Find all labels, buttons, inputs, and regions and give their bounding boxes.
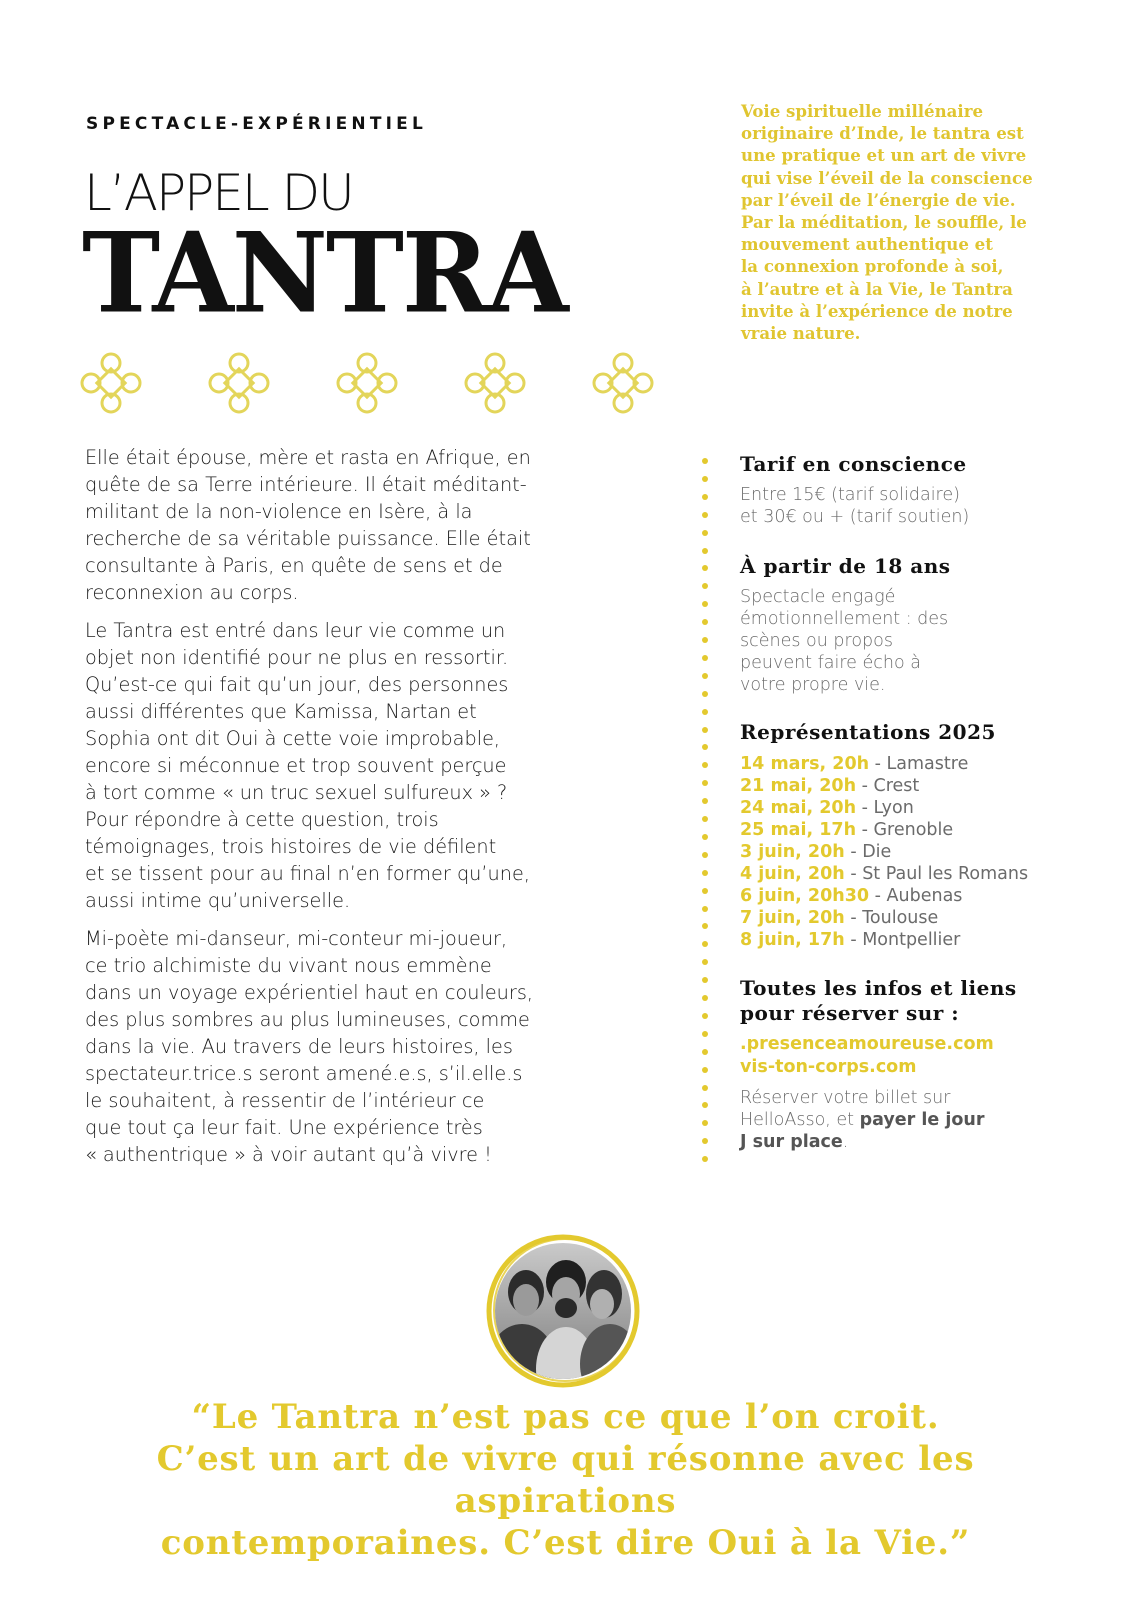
tarif-heading: Tarif en conscience	[740, 452, 967, 476]
divider-dot	[702, 565, 708, 571]
divider-dot	[702, 494, 708, 500]
rep-date: 21 mai, 20h	[740, 776, 857, 796]
rep-place: - St Paul les Romans	[844, 864, 1029, 884]
tarif-line: Entre 15€ (tarif solidaire)	[740, 485, 960, 505]
rep-place: - Lamastre	[869, 754, 969, 774]
divider-dot	[702, 798, 708, 804]
reserve-line: Réserver votre billet sur	[740, 1088, 951, 1108]
divider-dot	[702, 816, 708, 822]
divider-dot	[702, 995, 708, 1001]
body-line: témoignages, trois histoires de vie défilent	[85, 835, 497, 858]
divider-dot	[702, 762, 708, 768]
knot-ornament-icon	[206, 350, 272, 416]
knot-ornament-icon	[334, 350, 400, 416]
body-line: des plus sombres au plus lumineuses, comme	[85, 1008, 530, 1031]
divider-dot	[702, 619, 708, 625]
body-line: dans la vie. Au travers de leurs histoires, les	[85, 1035, 513, 1058]
representation-row	[740, 841, 1110, 863]
divider-dot	[702, 941, 708, 947]
body-paragraph-1	[85, 444, 665, 606]
divider-dot	[702, 1156, 708, 1162]
representation-row	[740, 797, 1110, 819]
divider-dot	[702, 1067, 708, 1073]
divider-dot	[702, 601, 708, 607]
body-line: ce trio alchimiste du vivant nous emmène	[85, 954, 492, 977]
divider-dot	[702, 458, 708, 464]
divider-dot	[702, 1102, 708, 1108]
website-link-vis-ton-corps[interactable]: vis-ton-corps.com	[740, 1057, 917, 1077]
quote-line: “Le Tantra n’est pas ce que l’on croit.	[191, 1397, 940, 1437]
representation-row	[740, 819, 1110, 841]
divider-dot	[702, 709, 708, 715]
body-line: quête de sa Terre intérieure. Il était méditant-	[85, 473, 527, 496]
info-heading-line: Toutes les infos et liens	[740, 976, 1017, 1000]
knot-ornament-icon	[462, 350, 528, 416]
body-line: reconnexion au corps.	[85, 581, 299, 604]
rep-place: - Crest	[856, 776, 920, 796]
intro-text	[741, 100, 1071, 344]
divider-dot	[702, 1013, 708, 1019]
reserve-text-part: HelloAsso, et	[740, 1110, 860, 1130]
body-line: que tout ça leur fait. Une expérience très	[85, 1116, 483, 1139]
age-text	[740, 586, 1110, 696]
tarif-text	[740, 484, 1110, 528]
divider-dot	[702, 852, 708, 858]
body-line: Pour répondre à cette question, trois	[85, 808, 439, 831]
intro-line: mouvement authentique et	[741, 234, 993, 255]
rep-place: - Montpellier	[844, 930, 961, 950]
body-line: Sophia ont dit Oui à cette voie improbable,	[85, 727, 501, 750]
body-line: « authentrique » à voir autant qu’à vivre !	[85, 1143, 492, 1166]
representation-row	[740, 863, 1110, 885]
quote-line: contemporaines. C’est dire Oui à la Vie.”	[160, 1523, 971, 1563]
body-line: consultante à Paris, en quête de sens et de	[85, 554, 503, 577]
divider-dot	[702, 548, 708, 554]
rep-date: 4 juin, 20h	[740, 864, 845, 884]
body-line: Le Tantra est entré dans leur vie comme un	[85, 619, 506, 642]
rep-date: 6 juin, 20h30	[740, 886, 870, 906]
closing-quote	[40, 1396, 1091, 1564]
rep-date: 25 mai, 17h	[740, 820, 857, 840]
age-line: émotionnellement : des	[740, 609, 949, 629]
rep-place: - Aubenas	[869, 886, 963, 906]
body-line: le souhaitent, à ressentir de l’intérieur ce	[85, 1089, 485, 1112]
body-line: recherche de sa véritable puissance. Elle était	[85, 527, 531, 550]
title-line-2: TANTRA	[82, 207, 567, 338]
reserve-emphasis: payer le jour	[859, 1110, 985, 1130]
trio-portrait-photo	[486, 1234, 640, 1388]
dotted-divider	[700, 458, 710, 1178]
quote-line: C’est un art de vivre qui résonne avec les aspirations	[156, 1439, 975, 1521]
divider-dot	[702, 1120, 708, 1126]
age-line: votre propre vie.	[740, 675, 886, 695]
intro-line: à l’autre et à la Vie, le Tantra	[741, 278, 1013, 299]
body-line: Elle était épouse, mère et rasta en Afrique, en	[85, 446, 531, 469]
intro-line: vraie nature.	[741, 323, 861, 344]
divider-dot	[702, 906, 708, 912]
body-line: dans un voyage expérientiel haut en couleurs,	[85, 981, 533, 1004]
age-heading: À partir de 18 ans	[740, 554, 951, 578]
age-line: peuvent faire écho à	[740, 653, 921, 673]
divider-dot	[702, 530, 708, 536]
intro-line: Voie spirituelle millénaire	[741, 101, 984, 121]
divider-dot	[702, 834, 708, 840]
representations-heading: Représentations 2025	[740, 720, 996, 744]
rep-place: - Lyon	[856, 798, 914, 818]
body-line: spectateur.trice.s seront amené.e.s, s’il.elle.s	[85, 1062, 523, 1085]
divider-dot	[702, 691, 708, 697]
divider-dot	[702, 977, 708, 983]
body-line: Mi-poète mi-danseur, mi-conteur mi-joueur,	[85, 927, 508, 950]
representation-row	[740, 907, 1110, 929]
links	[740, 1033, 1110, 1079]
divider-dot	[702, 655, 708, 661]
representation-row	[740, 929, 1110, 951]
ornament-row	[78, 350, 658, 420]
body-line: aussi différentes que Kamissa, Nartan et	[85, 700, 477, 723]
divider-dot	[702, 870, 708, 876]
body-line: à tort comme « un truc sexuel sulfureux » ?	[85, 781, 508, 804]
intro-line: Par la méditation, le souffle, le	[741, 212, 1027, 233]
info-heading	[740, 976, 1110, 1026]
representation-row	[740, 885, 1110, 907]
divider-dot	[702, 923, 708, 929]
representations-list	[740, 753, 1110, 951]
body-paragraph-2	[85, 617, 665, 914]
rep-place: - Toulouse	[844, 908, 939, 928]
divider-dot	[702, 959, 708, 965]
divider-dot	[702, 1085, 708, 1091]
body-line: et se tissent pour au final n’en former qu’une,	[85, 862, 530, 885]
divider-dot	[702, 780, 708, 786]
knot-ornament-icon	[78, 350, 144, 416]
intro-line: par l’éveil de l’énergie de vie.	[741, 189, 1016, 210]
body-text	[85, 444, 665, 1179]
divider-dot	[702, 673, 708, 679]
divider-dot	[702, 727, 708, 733]
body-line: aussi intime qu’universelle.	[85, 889, 351, 912]
body-line: militant de la non-violence en Isère, à la	[85, 500, 473, 523]
rep-date: 3 juin, 20h	[740, 842, 845, 862]
divider-dot	[702, 583, 708, 589]
rep-date: 8 juin, 17h	[740, 930, 845, 950]
divider-dot	[702, 1138, 708, 1144]
representation-row	[740, 753, 1110, 775]
age-line: Spectacle engagé	[740, 587, 896, 607]
representation-row	[740, 775, 1110, 797]
reserve-text-part: .	[842, 1132, 849, 1152]
intro-line: invite à l’expérience de notre	[741, 300, 1013, 321]
divider-dot	[702, 637, 708, 643]
age-line: scènes ou propos	[740, 631, 893, 651]
divider-dot	[702, 744, 708, 750]
rep-place: - Die	[844, 842, 892, 862]
website-link-presenceamoureuse[interactable]: .presenceamoureuse.com	[740, 1034, 994, 1054]
kicker-label: SPECTACLE-EXPÉRIENTIEL	[86, 114, 428, 134]
rep-date: 24 mai, 20h	[740, 798, 857, 818]
reserve-line	[740, 1109, 1110, 1131]
knot-ornament-icon	[590, 350, 656, 416]
divider-dot	[702, 476, 708, 482]
intro-line: une pratique et un art de vivre	[741, 145, 1027, 166]
reserve-line	[740, 1131, 1110, 1153]
rep-place: - Grenoble	[856, 820, 954, 840]
rep-date: 14 mars, 20h	[740, 754, 870, 774]
divider-dot	[702, 888, 708, 894]
body-line: Qu’est-ce qui fait qu’un jour, des personnes	[85, 673, 509, 696]
info-heading-line: pour réserver sur :	[740, 1001, 960, 1025]
divider-dot	[702, 1031, 708, 1037]
tarif-line: et 30€ ou + (tarif soutien)	[740, 507, 970, 527]
reserve-emphasis: J sur place	[740, 1132, 843, 1152]
body-line: encore si méconnue et trop souvent perçue	[85, 754, 507, 777]
body-line: objet non identifié pour ne plus en ressortir.	[85, 646, 509, 669]
title-line-1: L’APPEL DU	[84, 164, 353, 222]
body-paragraph-3	[85, 925, 665, 1168]
rep-date: 7 juin, 20h	[740, 908, 845, 928]
reserve-text	[740, 1087, 1110, 1153]
divider-dot	[702, 512, 708, 518]
intro-line: qui vise l’éveil de la conscience	[741, 167, 1033, 188]
intro-line: la connexion profonde à soi,	[741, 256, 1004, 277]
divider-dot	[702, 1049, 708, 1055]
intro-line: originaire d’Inde, le tantra est	[741, 123, 1024, 144]
